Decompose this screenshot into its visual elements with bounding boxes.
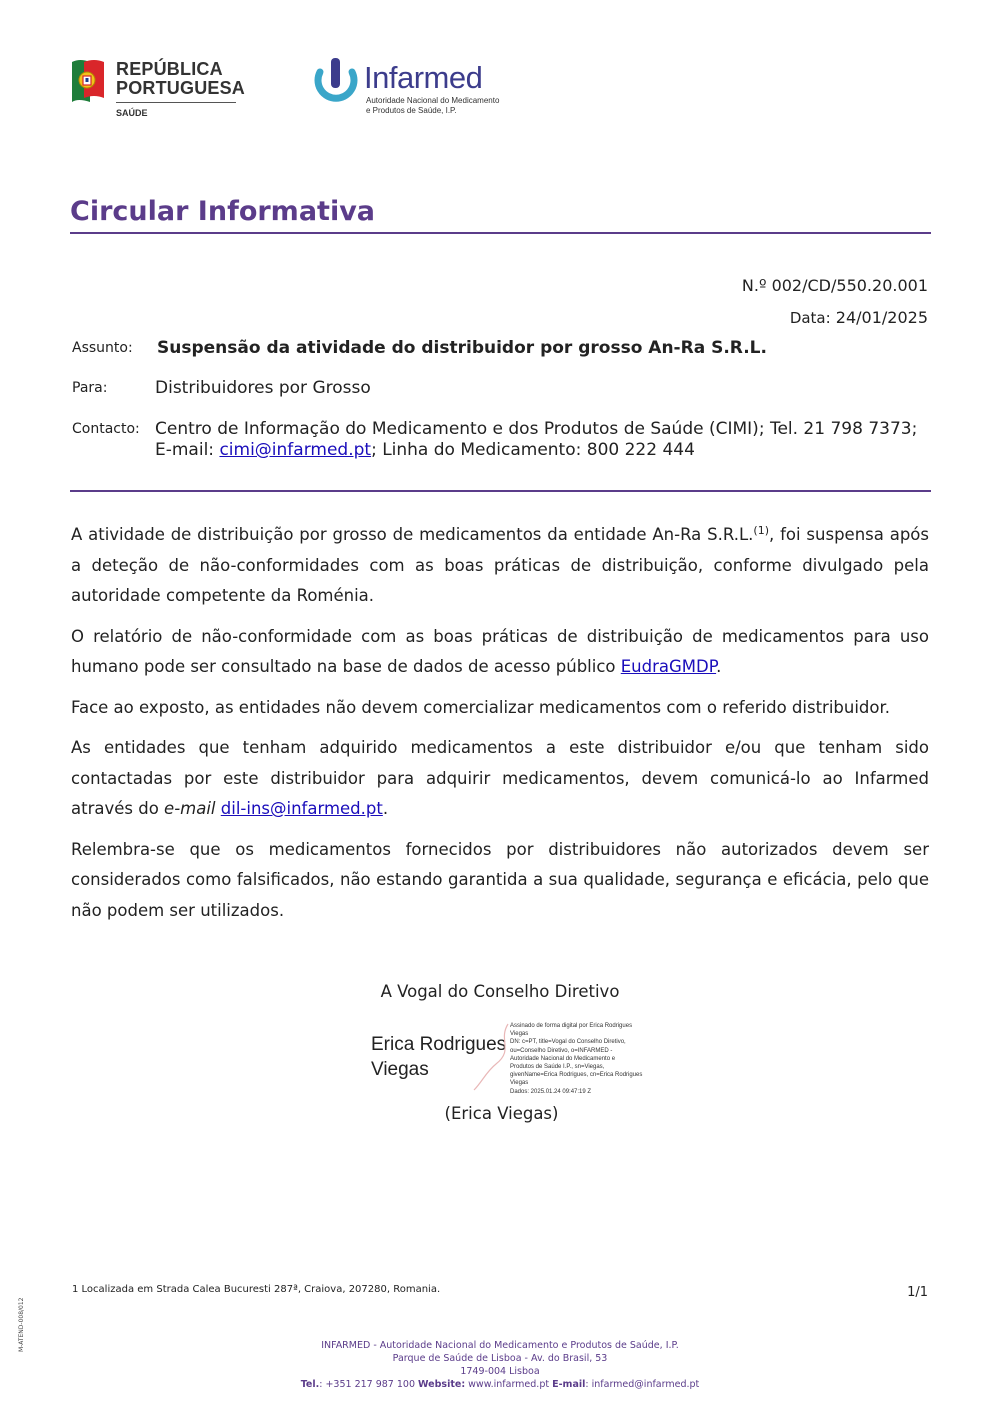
footer-email[interactable]: : infarmed@infarmed.pt [585, 1379, 700, 1390]
infarmed-mark-icon [314, 56, 360, 108]
page-title: Circular Informativa [70, 196, 376, 227]
footer-contacts [0, 1379, 1000, 1390]
header-divider [70, 490, 931, 492]
to-label: Para: [72, 380, 108, 396]
paragraph-2: O relatório de não-conformidade com as boas práticas de distribuição de medicamentos para uso humano pode ser consultado na base de dados de acesso público EudraGMDP. [71, 626, 929, 676]
footer-email-label: E-mail [552, 1379, 586, 1390]
footer-tel: : +351 217 987 100 [319, 1379, 416, 1390]
footer-address-1: Parque de Saúde de Lisboa - Av. do Brasil, 53 [392, 1353, 608, 1364]
infarmed-logo [314, 56, 514, 122]
contact-line2: E-mail: cimi@infarmed.pt; Linha do Medicamento: 800 222 444 [155, 440, 695, 460]
date-label: Data: [789, 309, 831, 327]
gov-logo-sub: SAÚDE [116, 108, 148, 118]
gov-logo-text: REPÚBLICA PORTUGUESA [116, 59, 246, 98]
title-divider [70, 232, 931, 234]
signatory-printed-name: (Erica Viegas) [444, 1104, 559, 1123]
date-value: 24/01/2025 [835, 308, 928, 327]
page-number: 1/1 [907, 1285, 928, 1300]
to-value: Distribuidores por Grosso [155, 378, 371, 398]
footer-address-2: 1749-004 Lisboa [460, 1366, 540, 1377]
gov-logo-divider [116, 102, 236, 103]
signatory-role: A Vogal do Conselho Diretivo [380, 982, 620, 1001]
dil-ins-email-link[interactable]: dil-ins@infarmed.pt [220, 799, 383, 818]
portugal-emblem-icon [70, 58, 106, 106]
contact-email-link[interactable]: cimi@infarmed.pt [219, 440, 372, 460]
digital-signature-name: Erica Rodrigues Viegas [371, 1034, 507, 1080]
subject-label: Assunto: [72, 340, 133, 356]
footer-website-label: Website: [418, 1379, 466, 1390]
digital-signature-certificate: Assinado de forma digital por Erica Rodrigues Viegas DN: c=PT, title=Vogal do Conselho Diretivo, ou=Conselho Diretivo, o=INFARMED - Autoridade Nacional do Medicamento e Produtos de Saúde I.P., sn=Viegas, givenName=Erica Rodrigues, cn=Erica Rodrigues Viegas Dados: 2025.01.24 09:47:19 Z [510, 1023, 643, 1095]
contact-value [155, 419, 935, 461]
document-reference: N.º 002/CD/550.20.001 [741, 276, 928, 295]
body-text [71, 520, 929, 936]
footnote: 1 Localizada em Strada Calea Bucuresti 287ª, Craiova, 207280, Romania. [72, 1284, 441, 1295]
footer-tel-label: Tel. [300, 1379, 320, 1390]
footer-org: INFARMED - Autoridade Nacional do Medicamento e Produtos de Saúde, I.P. [321, 1340, 679, 1351]
footnote-ref: (1) [753, 524, 770, 537]
infarmed-logo-sub: Autoridade Nacional do Medicamento e Produtos de Saúde, I.P. [366, 96, 500, 115]
contact-label: Contacto: [72, 421, 140, 437]
document-date [790, 308, 928, 327]
republica-portuguesa-logo [70, 58, 246, 122]
paragraph-1: A atividade de distribuição por grosso de medicamentos da entidade An-Ra S.R.L.$^{(1)}$, foi suspensa após a deteção de não-conformidades com as boas práticas de distribuição, conforme divulgado pela autoridade competente da Roménia. [71, 524, 929, 605]
eudragmdp-link[interactable]: EudraGMDP [620, 657, 717, 676]
form-code: M-ATEND-008/012 [18, 1297, 25, 1352]
paragraph-3: Face ao exposto, as entidades não devem comercializar medicamentos com o referido distribuidor. [71, 697, 891, 717]
footer-website[interactable]: www.infarmed.pt [468, 1379, 550, 1390]
contact-line1: Centro de Informação do Medicamento e dos Produtos de Saúde (CIMI); Tel. 21 798 7373; [155, 419, 918, 439]
paragraph-5: Relembra-se que os medicamentos fornecidos por distribuidores não autorizados devem ser considerados como falsificados, não estando garantida a sua qualidade, segurança e eficácia, pelo que não podem ser utilizados. [71, 839, 929, 920]
infarmed-logo-name: Infarmed [364, 60, 483, 95]
subject-value: Suspensão da atividade do distribuidor por grosso An-Ra S.R.L. [157, 338, 767, 358]
paragraph-4: As entidades que tenham adquirido medicamentos a este distribuidor e/ou que tenham sido contactadas por este distribuidor para adquirir medicamentos, devem comunicá-lo ao Infarmed através do e-mail dil-ins@infarmed.pt. [71, 738, 929, 818]
